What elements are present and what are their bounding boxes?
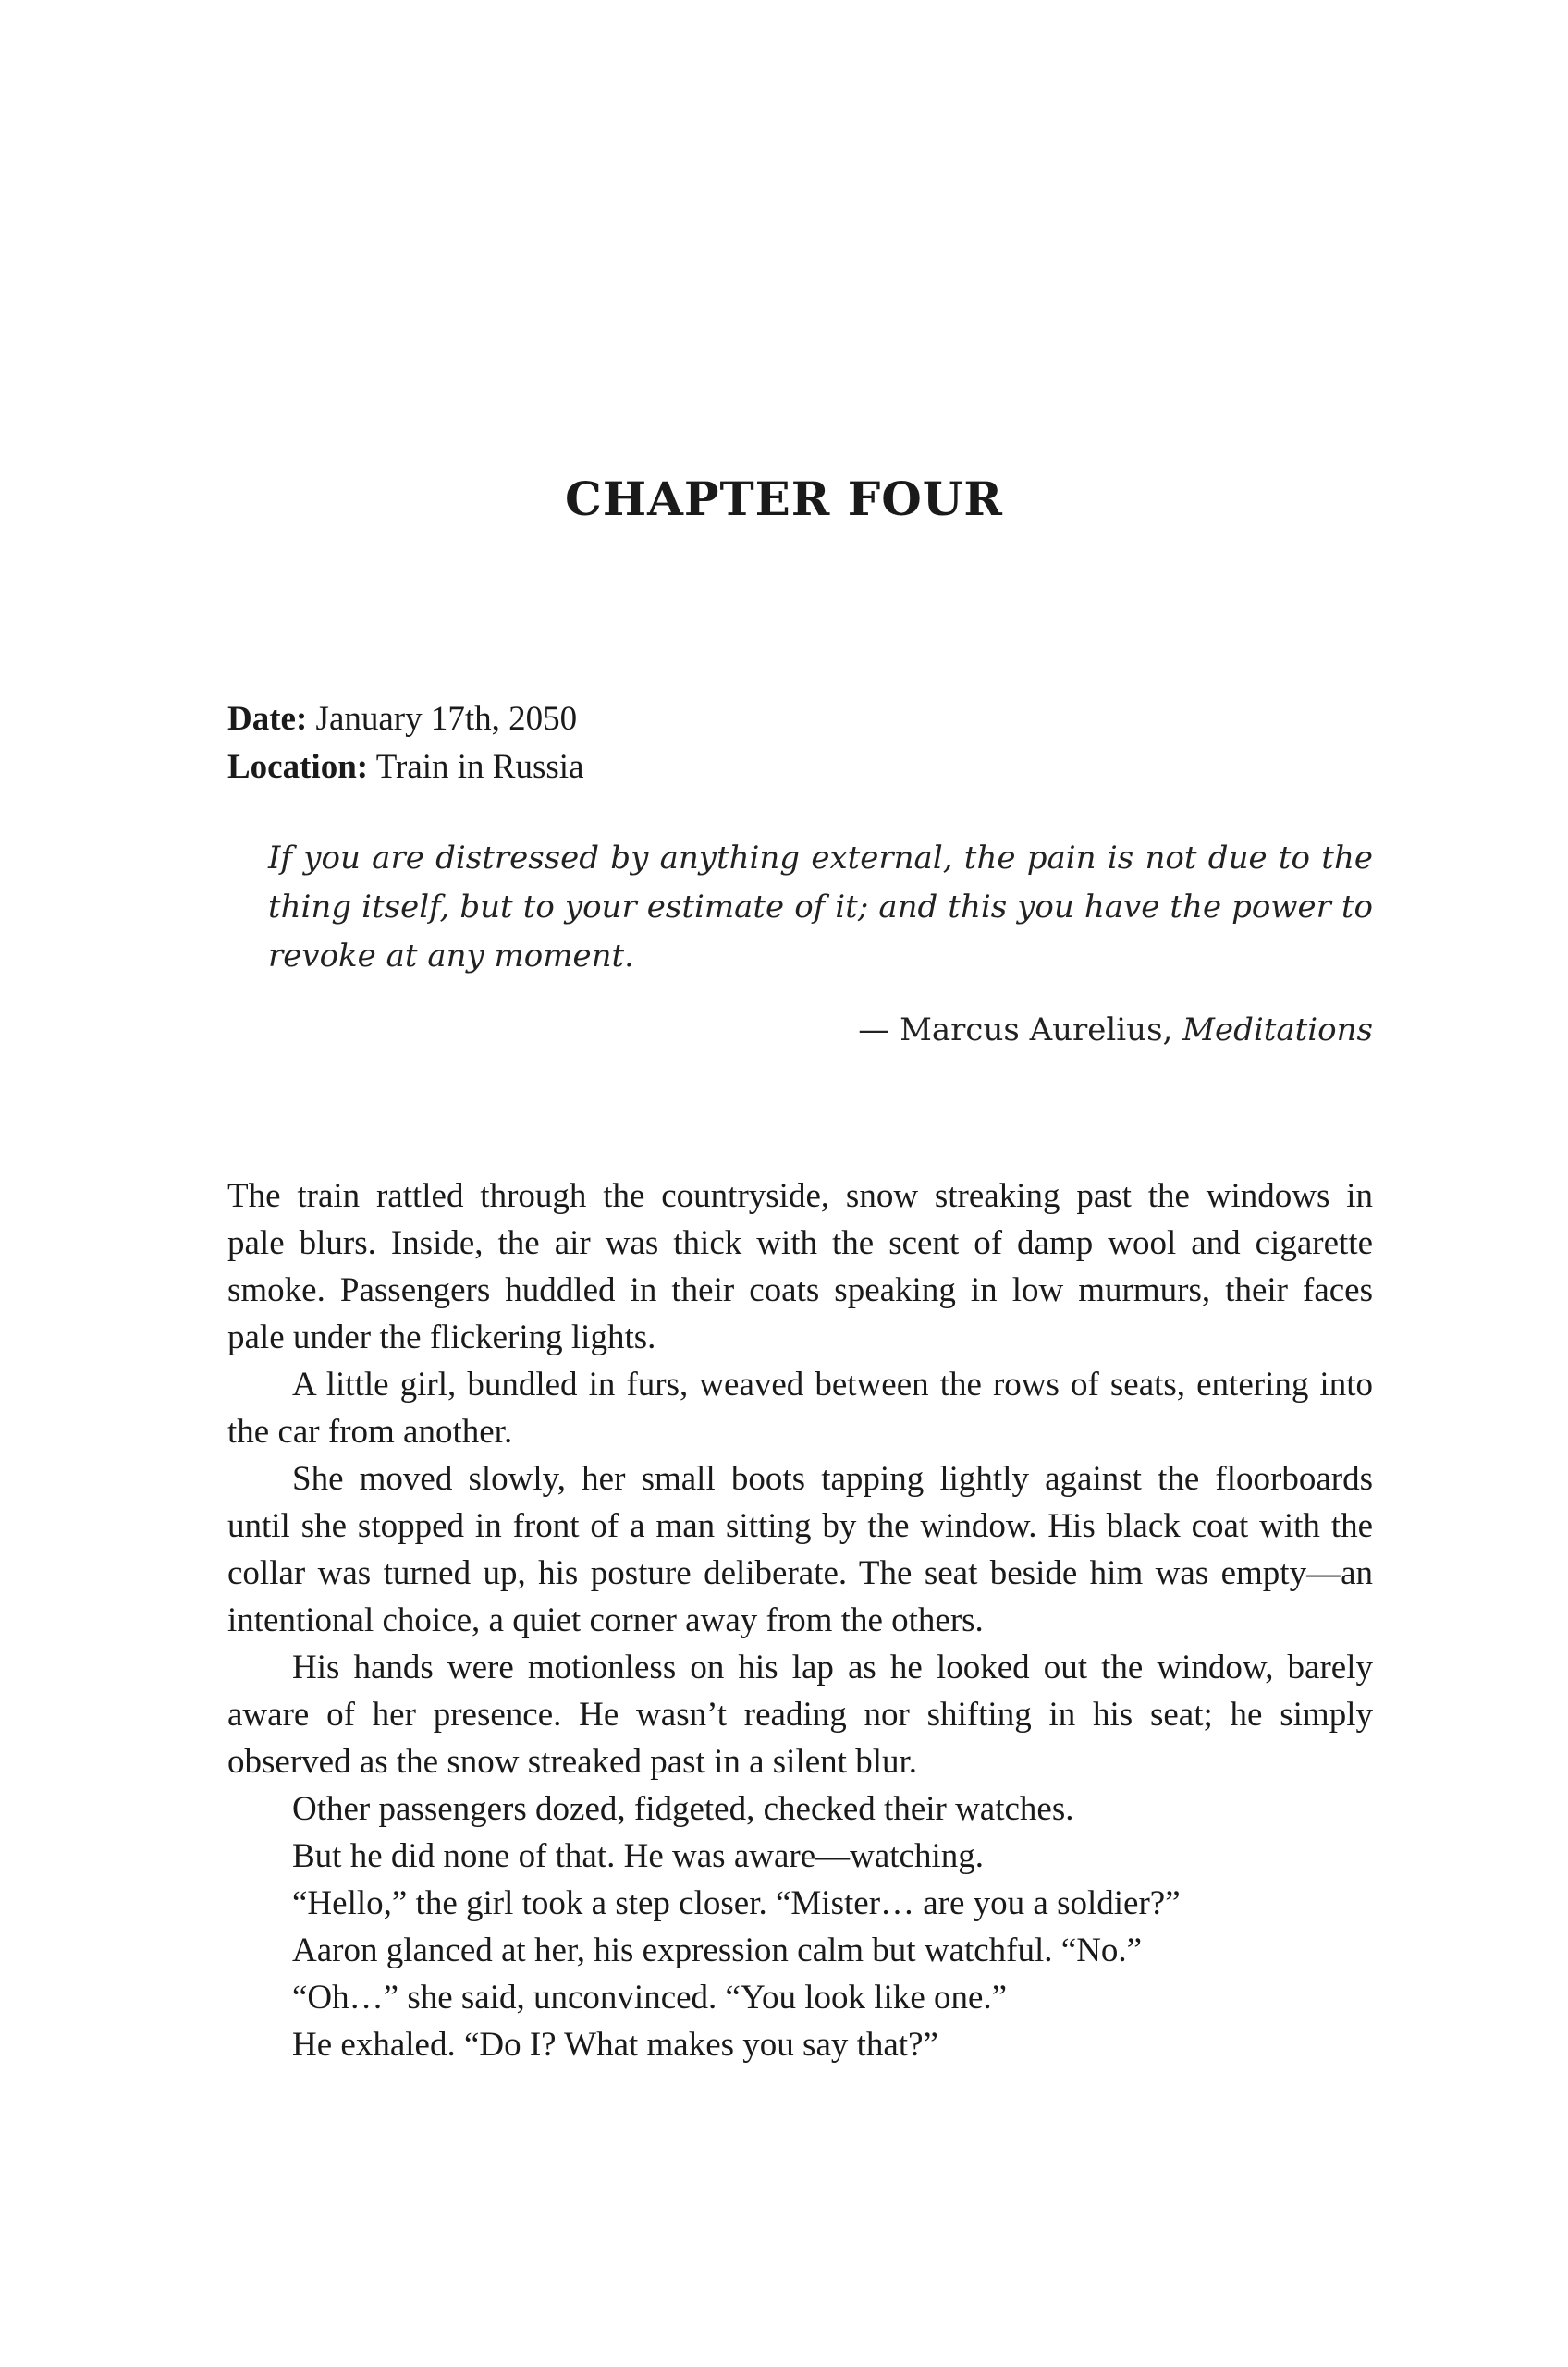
body-line: “Hello,” the girl took a step closer. “Mister… are you a soldier?”: [292, 1884, 1181, 1922]
attribution-author: — Marcus Aurelius,: [858, 1012, 1183, 1049]
location-line: [227, 743, 584, 791]
body-line: The train rattled through the countryside, snow streaking past the windows in: [227, 1177, 1373, 1215]
location-label: Location:: [227, 748, 369, 786]
chapter-title: CHAPTER FOUR: [565, 472, 1003, 526]
body-line: pale under the flickering lights.: [227, 1318, 656, 1356]
epigraph-quote: [268, 834, 1373, 981]
attribution-work: Meditations: [1182, 1012, 1373, 1049]
chapter-body: [227, 1172, 1373, 2068]
body-line: A little girl, bundled in furs, weaved between the rows of seats, entering into: [292, 1366, 1373, 1404]
body-line: She moved slowly, her small boots tapping lightly against the floorboards: [292, 1460, 1373, 1498]
epigraph-line: If you are distressed by anything external, the pain is not due to the: [268, 840, 1373, 877]
date-value: January 17th, 2050: [315, 700, 578, 738]
body-line: aware of her presence. He wasn’t reading nor shifting in his seat; he simply: [227, 1696, 1373, 1734]
date-line: [227, 695, 584, 743]
body-line: He exhaled. “Do I? What makes you say that?”: [292, 2026, 938, 2064]
body-line: His hands were motionless on his lap as he looked out the window, barely: [292, 1649, 1373, 1686]
body-line: But he did none of that. He was aware—watching.: [292, 1837, 985, 1875]
chapter-meta: [227, 695, 584, 791]
body-line: collar was turned up, his posture deliberate. The seat beside him was empty—an: [227, 1554, 1373, 1592]
location-value: Train in Russia: [375, 748, 584, 786]
body-line: intentional choice, a quiet corner away from the others.: [227, 1601, 984, 1639]
body-line: smoke. Passengers huddled in their coats speaking in low murmurs, their faces: [227, 1271, 1373, 1309]
epigraph-line: revoke at any moment.: [268, 938, 634, 975]
body-line: “Oh…” she said, unconvinced. “You look like one.”: [292, 1979, 1008, 2017]
epigraph-line: thing itself, but to your estimate of it; and this you have the power to: [268, 889, 1373, 926]
body-line: the car from another.: [227, 1413, 513, 1451]
epigraph-attribution: [858, 1012, 1373, 1049]
body-line: pale blurs. Inside, the air was thick with the scent of damp wool and cigarette: [227, 1224, 1373, 1262]
body-line: until she stopped in front of a man sitting by the window. His black coat with the: [227, 1507, 1373, 1545]
date-label: Date:: [227, 700, 308, 738]
body-line: Other passengers dozed, fidgeted, checked their watches.: [292, 1790, 1074, 1828]
body-line: observed as the snow streaked past in a silent blur.: [227, 1743, 917, 1781]
body-line: Aaron glanced at her, his expression calm but watchful. “No.”: [292, 1932, 1143, 1969]
